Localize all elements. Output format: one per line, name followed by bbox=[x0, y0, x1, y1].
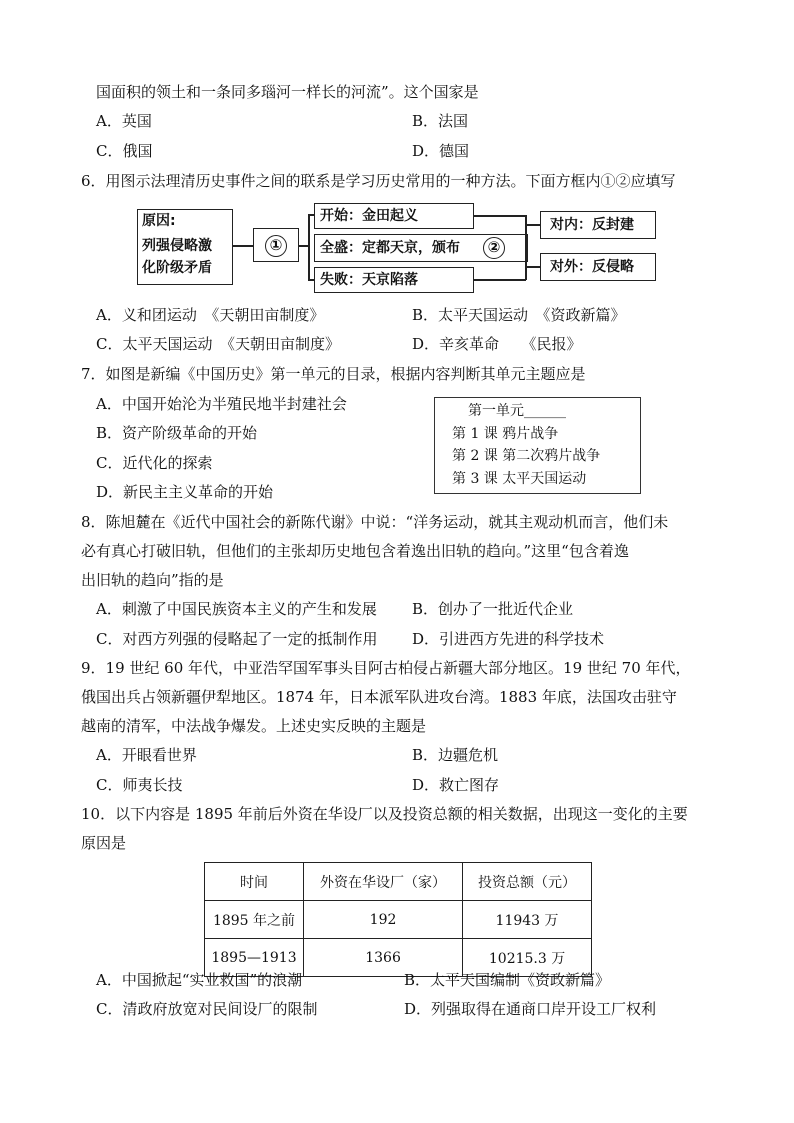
q5-option-d[interactable]: D．德国 bbox=[412, 142, 470, 160]
q5-stem-continued: 国面积的领土和一条同多瑙河一样长的河流”。这个国家是 bbox=[96, 83, 479, 101]
blank-marker-2: ② bbox=[483, 237, 505, 259]
q6-stem: 6．用图示法理清历史事件之间的联系是学习历史常用的一种方法。下面方框内①②应填写 bbox=[81, 172, 676, 190]
q7-option-b[interactable]: B．资产阶级革命的开始 bbox=[96, 424, 258, 442]
q9-stem-line-2: 俄国出兵占领新疆伊犁地区。1874 年，日本派军队进攻台湾。1883 年底，法国攻击驻守 bbox=[81, 688, 677, 706]
q8-stem-line-2: 必有真心打破旧轨，但他们的主张却历史地包含着逸出旧轨的趋向。”这里“包含着逸 bbox=[81, 542, 629, 560]
stage-start: 开始：金田起义 bbox=[320, 208, 418, 224]
connector-bracket bbox=[308, 214, 310, 280]
q8-option-a[interactable]: A．刺激了中国民族资本主义的产生和发展 bbox=[96, 600, 377, 618]
cause-line-1: 列强侵略激 bbox=[142, 238, 212, 254]
connector-line bbox=[233, 245, 253, 247]
q10-stem-line-1: 10．以下内容是 1895 年前后外资在华设厂以及投资总额的相关数据，出现这一变化的主要 bbox=[81, 805, 688, 823]
connector-line bbox=[474, 279, 526, 281]
cause-title: 原因: bbox=[142, 213, 176, 229]
q5-option-c[interactable]: C．俄国 bbox=[96, 142, 153, 160]
result-domestic: 对内：反封建 bbox=[550, 217, 634, 233]
q9-option-a[interactable]: A．开眼看世界 bbox=[96, 746, 197, 764]
stage-fail: 失败：天京陷落 bbox=[320, 272, 418, 288]
q6-option-a[interactable]: A．义和团运动 《天朝田亩制度》 bbox=[96, 306, 325, 324]
connector-line bbox=[474, 215, 526, 217]
table-row bbox=[205, 901, 592, 939]
table-cell: 10215.3 万 bbox=[463, 939, 592, 977]
q10-option-d[interactable]: D．列强取得在通商口岸开设工厂权利 bbox=[404, 1000, 657, 1018]
q6-option-c[interactable]: C．太平天国运动 《天朝田亩制度》 bbox=[96, 335, 340, 353]
q5-option-b[interactable]: B．法国 bbox=[412, 112, 469, 130]
q7-option-a[interactable]: A．中国开始沦为半殖民地半封建社会 bbox=[96, 395, 347, 413]
table-header-cell: 时间 bbox=[205, 863, 304, 901]
q6-option-d[interactable]: D．辛亥革命 《民报》 bbox=[412, 335, 582, 353]
q10-stem-line-2: 原因是 bbox=[81, 834, 127, 852]
lesson-1: 第 1 课 鸦片战争 bbox=[452, 426, 559, 442]
table-header-cell: 外资在华设厂（家） bbox=[303, 863, 462, 901]
q9-option-c[interactable]: C．师夷长技 bbox=[96, 776, 183, 794]
table-cell: 11943 万 bbox=[463, 901, 592, 939]
q7-option-d[interactable]: D．新民主主义革命的开始 bbox=[96, 483, 274, 501]
blank-marker-1: ① bbox=[265, 235, 287, 257]
lesson-3: 第 3 课 太平天国运动 bbox=[452, 471, 587, 487]
q9-option-d[interactable]: D．救亡图存 bbox=[412, 776, 500, 794]
result-foreign: 对外：反侵略 bbox=[550, 259, 634, 275]
cause-line-2: 化阶级矛盾 bbox=[142, 260, 212, 276]
table-header-cell: 投资总额（元） bbox=[463, 863, 592, 901]
q5-option-a[interactable]: A．英国 bbox=[96, 112, 152, 130]
q10-option-b[interactable]: B．太平天国编制《资政新篇》 bbox=[404, 971, 611, 989]
unit-title: 第一单元______ bbox=[468, 403, 566, 419]
q8-option-d[interactable]: D．引进西方先进的科学技术 bbox=[412, 630, 605, 648]
q10-option-a[interactable]: A．中国掀起“实业救国”的浪潮 bbox=[96, 971, 303, 989]
q8-option-c[interactable]: C．对西方列强的侵略起了一定的抵制作用 bbox=[96, 630, 378, 648]
q6-option-b[interactable]: B．太平天国运动 《资政新篇》 bbox=[412, 306, 626, 324]
q9-option-b[interactable]: B．边疆危机 bbox=[412, 746, 499, 764]
table-cell: 1366 bbox=[303, 939, 462, 977]
stage-peak: 全盛：定都天京，颁布 bbox=[320, 240, 460, 256]
q7-stem: 7．如图是新编《中国历史》第一单元的目录，根据内容判断其单元主题应是 bbox=[81, 365, 586, 383]
q7-option-c[interactable]: C．近代化的探索 bbox=[96, 454, 213, 472]
q9-stem-line-1: 9．19 世纪 60 年代，中亚浩罕国军事头目阿古柏侵占新疆大部分地区。19 世纪 70 年代， bbox=[81, 659, 691, 677]
table-cell: 192 bbox=[303, 901, 462, 939]
q8-stem-line-1: 8．陈旭麓在《近代中国社会的新陈代谢》中说：“洋务运动，就其主观动机而言，他们未 bbox=[81, 513, 669, 531]
connector-line bbox=[526, 266, 540, 268]
q8-stem-line-3: 出旧轨的趋向”指的是 bbox=[81, 571, 224, 589]
connector-line bbox=[526, 224, 540, 226]
table-cell: 1895—1913 bbox=[205, 939, 304, 977]
table-cell: 1895 年之前 bbox=[205, 901, 304, 939]
lesson-2: 第 2 课 第二次鸦片战争 bbox=[452, 448, 601, 464]
table-header-row bbox=[205, 863, 592, 901]
q10-option-c[interactable]: C．清政府放宽对民间设厂的限制 bbox=[96, 1000, 318, 1018]
q8-option-b[interactable]: B．创办了一批近代企业 bbox=[412, 600, 574, 618]
q9-stem-line-3: 越南的清军，中法战争爆发。上述史实反映的主题是 bbox=[81, 717, 427, 735]
investment-table bbox=[204, 862, 592, 977]
